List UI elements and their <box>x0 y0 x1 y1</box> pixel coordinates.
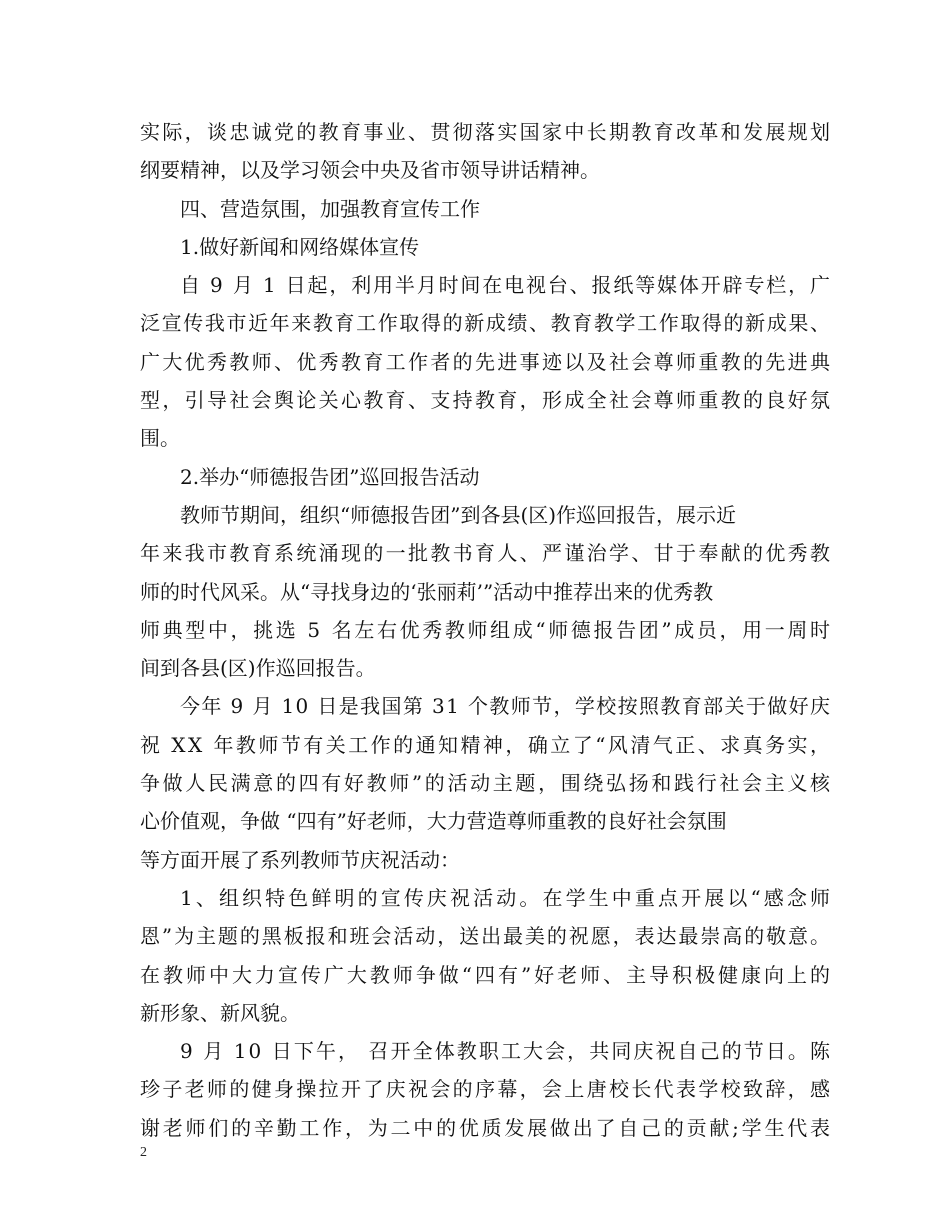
page-number: 2 <box>140 1145 147 1160</box>
text-line: 1.做好新闻和网络媒体宣传 <box>180 234 420 259</box>
text-line: 广大优秀教师、优秀教育工作者的先进事迹以及社会尊师重教的先进典 <box>140 349 833 374</box>
text-line: 师典型中，挑选 5 名左右优秀教师组成“师德报告团”成员，用一周时 <box>140 617 833 642</box>
text-line: 1、组织特色鲜明的宣传庆祝活动。在学生中重点开展以“感念师 <box>180 885 834 910</box>
text-line: 自 9 月 1 日起，利用半月时间在电视台、报纸等媒体开辟专栏，广 <box>180 273 832 298</box>
text-line: 间到各县(区)作巡回报告。 <box>140 656 376 681</box>
text-line: 师的时代风采。从“寻找身边的‘张丽莉’”活动中推荐出来的优秀教 <box>140 579 714 604</box>
text-line: 新形象、新风貌。 <box>140 1000 300 1025</box>
text-line: 教师节期间，组织“师德报告团”到各县(区)作巡回报告，展示近 <box>180 502 737 527</box>
text-line: 四、营造氛围，加强教育宣传工作 <box>180 196 480 221</box>
text-line: 等方面开展了系列教师节庆祝活动： <box>140 847 460 872</box>
text-line: 纲要精神，以及学习领会中央及省市领导讲话精神。 <box>140 158 600 183</box>
text-line: 祝 XX 年教师节有关工作的通知精神，确立了“风清气正、求真务实， <box>140 732 833 757</box>
text-line: 围。 <box>140 426 180 451</box>
text-line: 型，引导社会舆论关心教育、支持教育，形成全社会尊师重教的良好氛 <box>140 388 833 413</box>
text-line: 泛宣传我市近年来教育工作取得的新成绩、教育教学工作取得的新成果、 <box>140 311 832 336</box>
text-line: 恩”为主题的黑板报和班会活动，送出最美的祝愿，表达最崇高的敬意。 <box>140 924 832 949</box>
text-line: 争做人民满意的四有好教师”的活动主题，围绕弘扬和践行社会主义核 <box>140 771 833 796</box>
text-line: 心价值观，争做 “四有”好老师，大力营造尊师重教的良好社会氛围 <box>140 809 727 834</box>
text-line: 2.举办“师德报告团”巡回报告活动 <box>180 464 480 489</box>
text-line: 9 月 10 日下午， 召开全体教职工大会，共同庆祝自己的节日。陈 <box>180 1039 833 1064</box>
body-text <box>140 113 834 1147</box>
text-line: 在教师中大力宣传广大教师争做“四有”好老师、主导积极健康向上的 <box>140 962 833 987</box>
text-line: 珍子老师的健身操拉开了庆祝会的序幕，会上唐校长代表学校致辞，感 <box>140 1077 833 1102</box>
text-line: 实际，谈忠诚党的教育事业、贯彻落实国家中长期教育改革和发展规划 <box>140 120 833 144</box>
text-line: 谢老师们的辛勤工作，为二中的优质发展做出了自己的贡献;学生代表 <box>140 1115 833 1140</box>
text-line: 今年 9 月 10 日是我国第 31 个教师节，学校按照教育部关于做好庆 <box>180 694 832 719</box>
text-line: 年来我市教育系统涌现的一批教书育人、严谨治学、甘于奉献的优秀教 <box>140 541 833 566</box>
